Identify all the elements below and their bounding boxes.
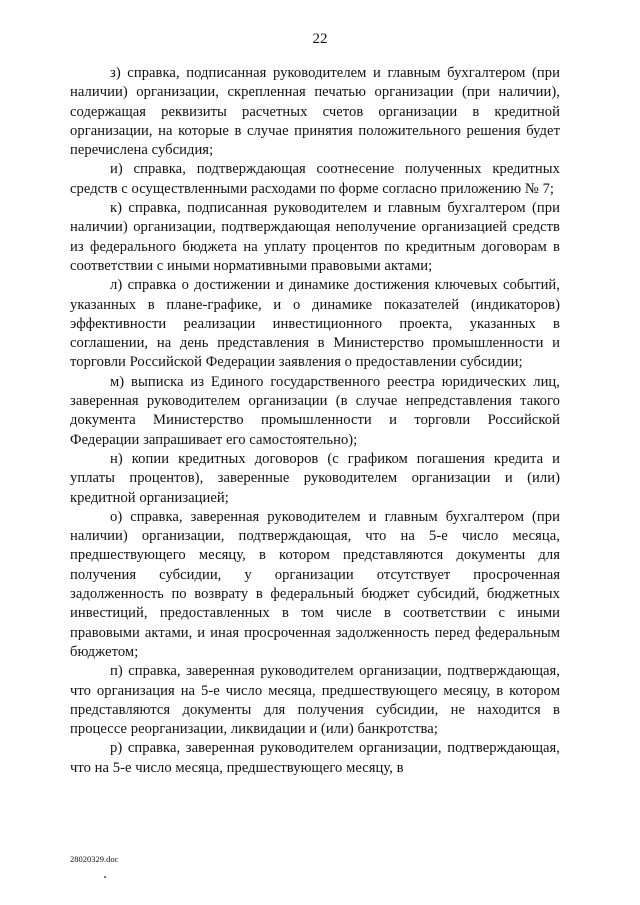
page-number: 22 <box>312 31 328 47</box>
paragraph-m: м) выписка из Единого государственного реестра юридических лиц, заверенная руководителем организации (в случае непредставления такого документа Министерство промышленности и торговли Российской Федерации запрашивает его самостоятельно); <box>70 373 560 448</box>
footer-filename: 28020329.doc <box>70 854 119 864</box>
paragraph-k: к) справка, подписанная руководителем и главным бухгалтером (при наличии) организации, подтверждающая неполучение организацией средств из федерального бюджета на уплату процентов по кредитным договорам в соответствии с иными нормативными правовыми актами; <box>70 200 560 274</box>
paragraph-r: р) справка, заверенная руководителем организации, подтверждающая, что на 5-е число месяца, предшествующего месяцу, в <box>70 740 560 776</box>
paragraph-n: н) копии кредитных договоров (с графиком погашения кредита и уплаты процентов), заверенные руководителем организации и (или) кредитной организацией; <box>70 450 560 506</box>
paragraph-z: з) справка, подписанная руководителем и главным бухгалтером (при наличии) организации, скрепленная печатью организации (при наличии), содержащая реквизиты расчетных счетов организации в кредитной организации, на которые в случае принятия положительного решения будет перечислена субсидия; <box>70 65 560 159</box>
paragraph-i: и) справка, подтверждающая соотнесение полученных кредитных средств с осуществленными расходами по форме согласно приложению № 7; <box>70 161 560 197</box>
paragraph-p: п) справка, заверенная руководителем организации, подтверждающая, что организация на 5-е число месяца, предшествующего месяцу, в котором представляются документы для получения субсидии, не находится в процессе реорганизации, ликвидации и (или) банкротства; <box>70 663 560 738</box>
scan-dot <box>104 876 106 878</box>
paragraph-o: о) справка, заверенная руководителем и главным бухгалтером (при наличии) организации, подтверждающая, что на 5-е число месяца, предшествующего месяцу, в котором представляются документы для получения субсидии, у организации отсутствует просроченная задолженность по возврату в федеральный бюджет субсидий, бюджетных инвестиций, предоставленных в том числе в соответствии с иными правовыми актами, и иная просроченная задолженность перед федеральным бюджетом; <box>70 508 560 660</box>
document-body <box>70 64 560 778</box>
paragraph-l: л) справка о достижении и динамике достижения ключевых событий, указанных в плане-графике, и о динамике показателей (индикаторов) эффективности реализации инвестиционного проекта, указанных в соглашении, на день представления в Министерство промышленности и торговли Российской Федерации заявления о предоставлении субсидии; <box>70 277 560 371</box>
